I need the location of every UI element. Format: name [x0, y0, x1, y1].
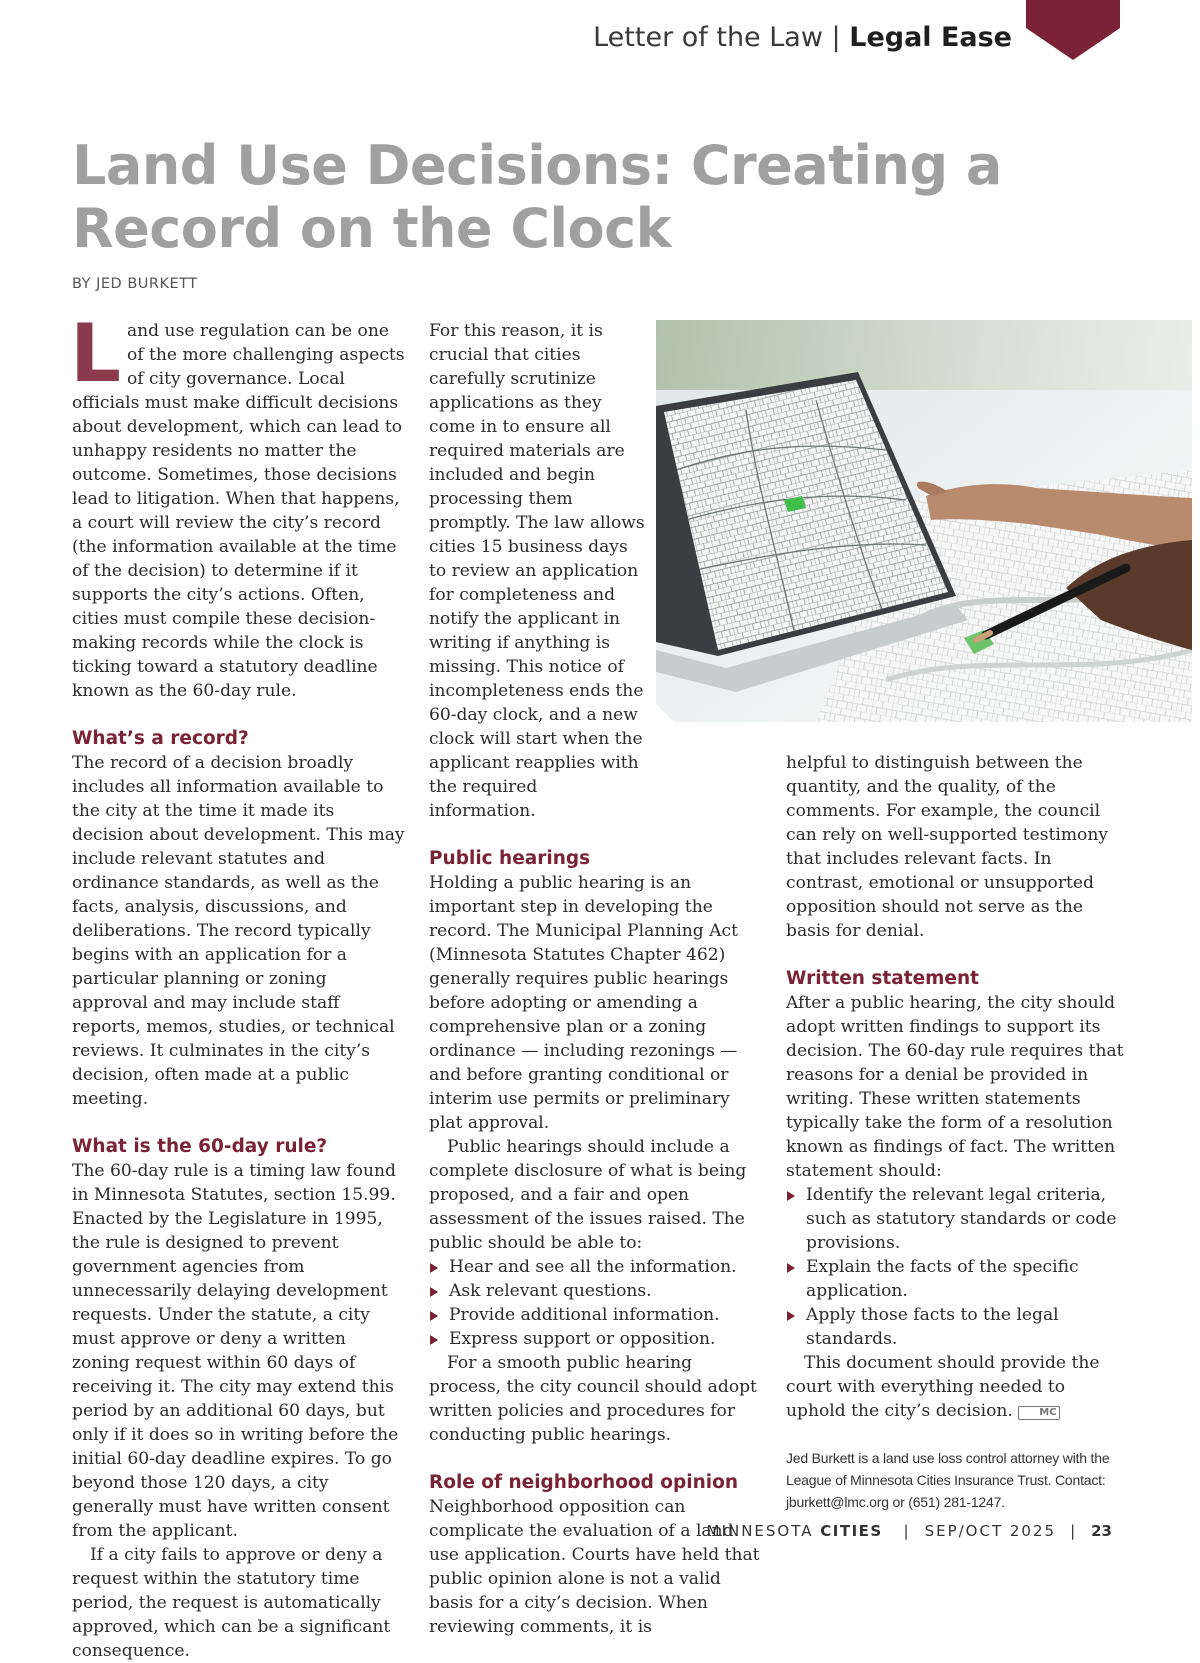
laptop-subdivision-map-photo	[656, 320, 1192, 722]
heading-whats-a-record: What’s a record?	[72, 728, 249, 749]
article-title: Land Use Decisions: Creating a Record on the Clock	[72, 134, 1002, 260]
magazine-name-bold: CITIES	[820, 1522, 883, 1540]
sixty-day-paragraph-1: The 60-day rule is a timing law found in Minnesota Statutes, section 15.99. Enacted by the Legislature in 1995, the rule is designed to prevent government agencies from unnecessarily delaying development requests. Under the statute, a city must approve or deny a written zoning request within 60 days of receiving it. The city may extend this period by an additional 60 days, but only if it does so in writing before the initial 60-day deadline expires. To go beyond those 120 days, a city generally must have written consent from the applicant.	[72, 1161, 399, 1541]
magazine-name-prefix: MINNESOTA	[706, 1522, 814, 1540]
heading-public-hearings: Public hearings	[429, 848, 591, 869]
sixty-day-paragraph-2: If a city fails to approve or deny a request within the statutory time period, the request is automatically approved, which can be a significant consequence.	[72, 1545, 391, 1661]
column-3	[786, 751, 1126, 1513]
list-item: Hear and see all the information.	[429, 1255, 765, 1279]
heading-60-day-rule: What is the 60-day rule?	[72, 1136, 328, 1157]
heading-written-statement: Written statement	[786, 968, 979, 989]
neighborhood-paragraph: Neighborhood opposition can complicate the evaluation of a land use application. Courts have held that public opinion alone is not a valid basis for a city’s decision. When reviewing comments, it is	[429, 1497, 760, 1637]
written-statement-list	[786, 1183, 1126, 1351]
issue-date: SEP/OCT 2025	[924, 1522, 1057, 1540]
page-number: 23	[1091, 1522, 1112, 1540]
written-statement-paragraph-1: After a public hearing, the city should adopt written findings to support its decision. The 60-day rule requires that reasons for a denial be provided in writing. These written statements typically take the form of a resolution known as findings of fact. The written statement should:	[786, 993, 1124, 1181]
list-item: Ask relevant questions.	[429, 1279, 765, 1303]
neighborhood-paragraph-continued: helpful to distinguish between the quantity, and the quality, of the comments. For example, the council can rely on well-supported testimony that includes relevant facts. In contrast, emotional or unsupported opposition should not serve as the basis for denial.	[786, 753, 1108, 941]
heading-neighborhood-opinion: Role of neighborhood opinion	[429, 1472, 738, 1493]
public-hearings-paragraph-1: Holding a public hearing is an important step in developing the record. The Municipal Planning Act (Minnesota Statutes Chapter 462) generally requires public hearings before adopting or amending a comprehensive plan or a zoning ordinance — including rezonings — and before granting conditional or interim use permits or preliminary plat approval.	[429, 873, 738, 1133]
author-bio: Jed Burkett is a land use loss control attorney with the League of Minnesota Cities Insurance Trust. Contact: jburkett@lmc.org or (651) 281-1247.	[786, 1450, 1110, 1510]
public-hearings-paragraph-2: Public hearings should include a complete disclosure of what is being proposed, and a fair and open assessment of the issues raised. The public should be able to:	[429, 1137, 747, 1253]
list-item: Identify the relevant legal criteria, such as statutory standards or code provisions.	[786, 1183, 1126, 1255]
written-statement-paragraph-2: This document should provide the court with everything needed to uphold the city’s decision. MC	[786, 1353, 1100, 1421]
column-name: Legal Ease	[849, 22, 1012, 53]
scrutiny-paragraph: For this reason, it is crucial that cities carefully scrutinize applications as they come in to ensure all required materials are included and begin processing them promptly. The law allows cities 15 business days to review an application for completeness and notify the applicant in writing if anything is missing. This notice of incompleteness ends the 60-day clock, and a new clock will start when the applicant reapplies with the required information.	[429, 321, 645, 821]
running-header	[593, 22, 1012, 53]
public-rights-list	[429, 1255, 765, 1351]
column-1	[70, 307, 407, 1663]
public-hearings-paragraph-3: For a smooth public hearing process, the city council should adopt written policies and procedures for conducting public hearings.	[429, 1353, 757, 1445]
list-item: Provide additional information.	[429, 1303, 765, 1327]
list-item: Explain the facts of the specific application.	[786, 1255, 1126, 1303]
list-item: Apply those facts to the legal standards.	[786, 1303, 1126, 1351]
drop-cap: L	[70, 307, 121, 400]
page-footer	[707, 1522, 1112, 1540]
footer-divider: |	[1070, 1522, 1078, 1540]
footer-divider: |	[903, 1522, 911, 1540]
section-name: Letter of the Law	[593, 22, 823, 53]
byline: BY JED BURKETT	[72, 276, 198, 292]
intro-paragraph: Land use regulation can be one of the more challenging aspects of city governance. Local officials must make difficult decisions about development, which can lead to unhappy residents no matter the outcome. Sometimes, those decisions lead to litigation. When that happens, a court will review the city’s record (the information available at the time of the decision) to determine if it supports the city’s actions. Often, cities must compile these decision-making records while the clock is ticking toward a statutory deadline known as the 60-day rule.	[70, 307, 405, 701]
header-divider: |	[831, 22, 841, 53]
record-paragraph: The record of a decision broadly includes all information available to the city at the time it made its decision about development. This may include relevant statutes and ordinance standards, as well as the facts, analysis, discussions, and deliberations. The record typically begins with an application for a particular planning or zoning approval and may include staff reports, memos, studies, or technical reviews. It culminates in the city’s decision, often made at a public meeting.	[72, 753, 405, 1109]
end-mark-icon: MC	[1018, 1406, 1059, 1420]
section-tab	[1026, 0, 1120, 60]
list-item: Express support or opposition.	[429, 1327, 765, 1351]
